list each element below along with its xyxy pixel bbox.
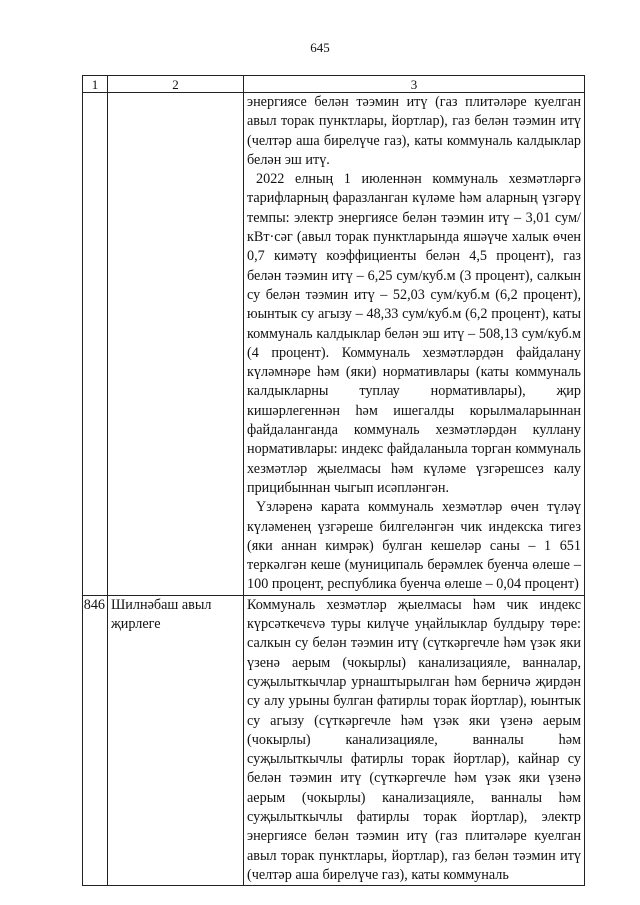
description-paragraph: энергиясе белән тәэмин итү (газ плитәләре куелган авыл торак пунктлары, йортлар), газ белән тәэмин итү (челтәр аша бирелүче газ), каты коммуналь калдыклар белән эш итү. (247, 94, 581, 168)
description-paragraph: Үзләренә карата коммуналь хезмәтләр өчен түләү күләменең үзгәреше билгеләнгән чик индекска тигез (яки аннан кимрәк) булган кешеләр саны – 1 651 теркәлгән кеше (муниципаль берәмлек буенча өлеше – 100 процент, республика буенча өлеше – 0,04 процент) (247, 499, 581, 593)
column-header-1: 1 (83, 76, 108, 93)
page-number: 645 (310, 40, 330, 55)
description-paragraph: 2022 елның 1 июленнән коммуналь хезмәтләргә тарифларның фаразланган күләме һәм аларның үзгәрү темпы: электр энергиясе белән тәэмин итү – 3,01 сум/кВт·сәг (авыл торак пунктларында яшәүче халык өчен 0,7 кимәтү коэффициенты белән 4,5 процент), газ белән тәэмин итү – 6,25 сум/куб.м (3 процент), салкын су белән тәэмин итү – 52,03 сум/куб.м (6,2 процент), юынтык су агызу – 48,33 сум/куб.м (6,2 процент), каты коммуналь калдыклар белән эш итү – 508,13 сум/куб.м (4 процент). Коммуналь хезмәтләрдән файдалану күләмнәре һәм (яки) нормативлары (каты коммуналь калдыкларны туплау нормативлары), җир кишәрлегеннән һәм ишегалды корылмаларыннан файдаланганда коммуналь хезмәтләрдән куллану нормативлары: индекс файдаланыла торган коммуналь хезмәтләр җыелмасы һәм күләме үзгәрешсез калу прицибыннан чыгып исәпләнгән. (247, 171, 581, 496)
table-row (83, 93, 585, 596)
column-header-3: 3 (244, 76, 585, 93)
column-header-2: 2 (108, 76, 244, 93)
tariff-table (82, 75, 585, 886)
row-number-cell (83, 93, 108, 596)
settlement-name-cell (108, 93, 244, 596)
table-header-row (83, 76, 585, 93)
description-cell (244, 93, 585, 596)
description-paragraph: Коммуналь хезмәтләр җыелмасы һәм чик индекс күрсәткечενә туры килүче уңайлыклар булдыру төре: салкын су белән тәэмин итү (сүткәргечле һәм үзәк яки үзенә аерым (чокырлы) канализацияле, ванналар, суҗылыткычлар урнаштырылган һәм берничә җирдән су алу урыны булган фатирлы торак йортлар), юынтык су агызу (сүткәргечле һәм үзәк яки үзенә аерым (чокырлы) канализацияле, ванналы һәм суҗылыткычлы фатирлы торак йортлар), кайнар су белән тәэмин итү (сүткәргечле һәм үзәк яки үзенә аерым (чокырлы) канализацияле, ванналы һәм суҗылыткычлы фатирлы торак йортлар), электр энергиясе белән тәэмин итү (газ плитәләре куелган авыл торак пунктлары, йортлар), газ белән тәэмин итү (челтәр аша бирелүче газ), каты коммуналь (247, 596, 581, 883)
settlement-name-cell: Шилнәбаш авыл җирлеге (108, 595, 244, 885)
table-row (83, 595, 585, 885)
row-number-cell: 846 (83, 595, 108, 885)
description-cell (244, 595, 585, 885)
